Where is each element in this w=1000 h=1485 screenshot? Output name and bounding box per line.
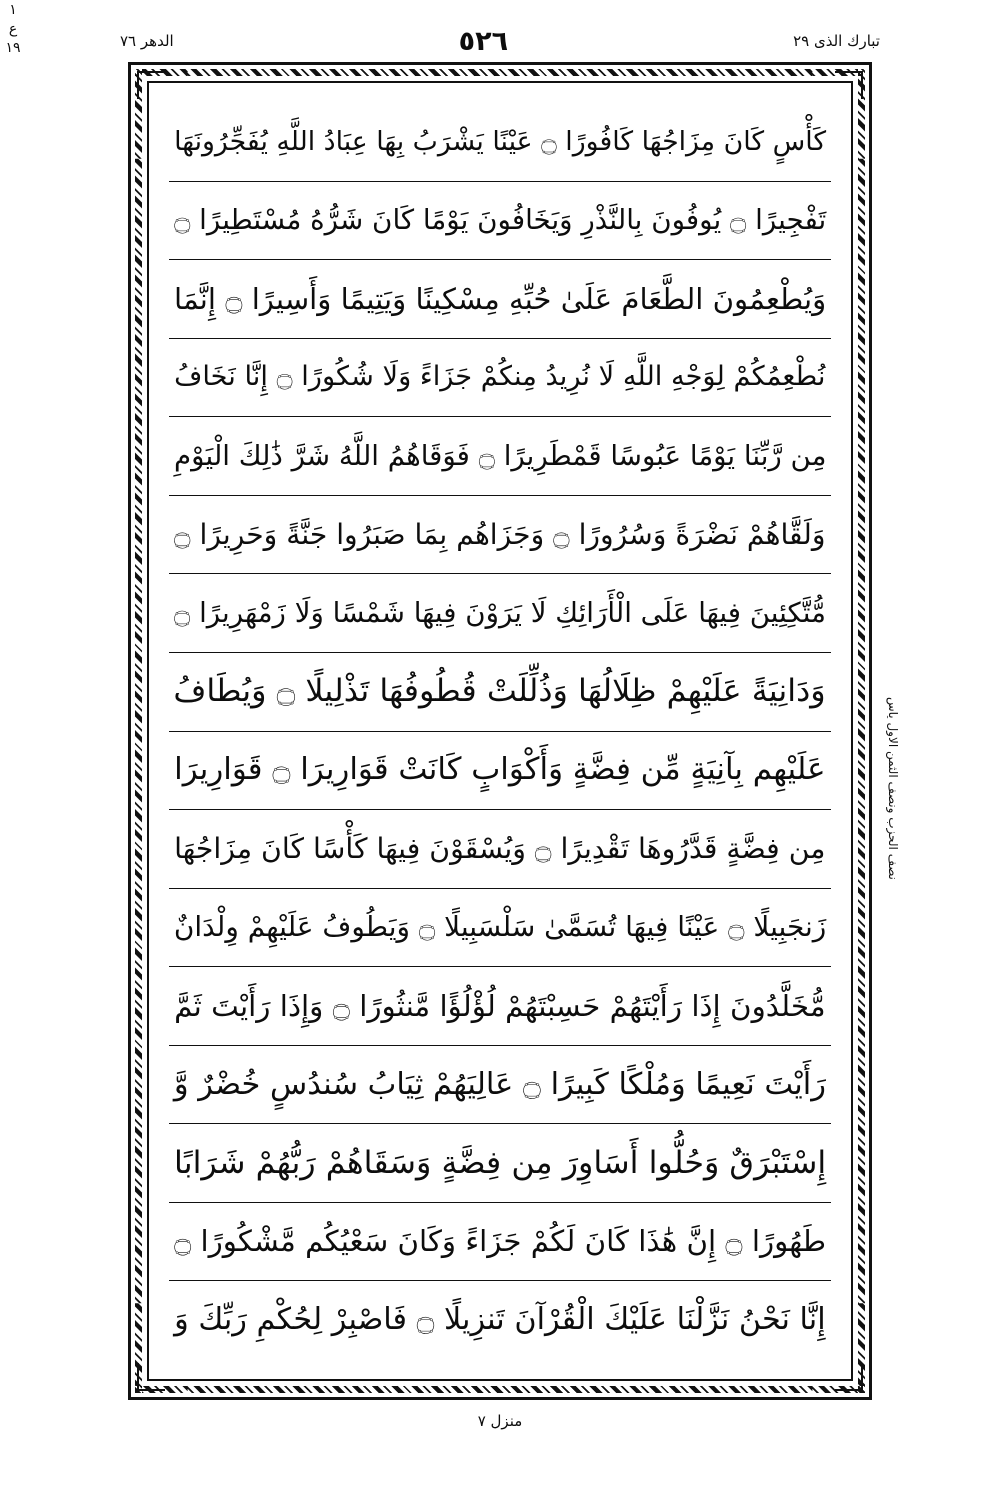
page-number: ٥٢٦ <box>458 25 509 57</box>
quran-line-text: كَأْسٍ كَانَ مِزَاجُهَا كَافُورًا ۝ عَيْنًا يَشْرَبُ بِهَا عِبَادُ اللَّهِ يُفَجِّرُونَهَا <box>173 125 827 157</box>
margin-mark-1: ١ <box>9 2 17 18</box>
quran-line-text: مُّتَّكِئِينَ فِيهَا عَلَى الْأَرَائِكِ لَا يَرَوْنَ فِيهَا شَمْسًا وَلَا زَمْهَرِيرًا ۝ <box>174 596 826 629</box>
quran-text-block <box>169 103 831 1359</box>
quran-line-text: إِسْتَبْرَقٌ وَحُلُّوا أَسَاوِرَ مِن فِضَّةٍ وَسَقَاهُمْ رَبُّهُمْ شَرَابًا <box>173 1144 827 1181</box>
quran-line <box>169 889 831 968</box>
quran-line <box>169 810 831 889</box>
quran-line <box>169 339 831 418</box>
page-footer: منزل ٧ <box>477 1412 523 1430</box>
page-border-frame <box>128 62 872 1400</box>
quran-line <box>169 732 831 811</box>
margin-note-vertical: نصف الحزب ونصف الثمن الاول ياس <box>886 697 900 880</box>
quran-line-text: مِن فِضَّةٍ قَدَّرُوهَا تَقْدِيرًا ۝ وَيُسْقَوْنَ فِيهَا كَأْسًا كَانَ مِزَاجُهَا <box>174 832 826 866</box>
quran-line <box>169 1281 831 1359</box>
quran-line-text: عَلَيْهِم بِآنِيَةٍ مِّن فِضَّةٍ وَأَكْوَابٍ كَانَتْ قَوَارِيرَا ۝ قَوَارِيرَا <box>174 752 826 788</box>
quran-line <box>169 260 831 339</box>
quran-line <box>169 653 831 732</box>
page-header <box>120 24 880 58</box>
quran-line <box>169 1046 831 1125</box>
quran-line <box>169 967 831 1046</box>
header-surah-name-left: الدهر ٧٦ <box>120 31 174 50</box>
text-frame-inner <box>147 81 853 1381</box>
header-surah-juz-right: تبارك الذى ٢٩ <box>793 31 880 50</box>
quran-line-text: رَأَيْتَ نَعِيمًا وَمُلْكًا كَبِيرًا ۝ عَالِيَهُمْ ثِيَابُ سُندُسٍ خُضْرٌ وَّ <box>173 1066 827 1102</box>
quran-line <box>169 1203 831 1282</box>
quran-line <box>169 182 831 261</box>
quran-line-text: زَنجَبِيلًا ۝ عَيْنًا فِيهَا تُسَمَّىٰ سَلْسَبِيلًا ۝ وَيَطُوفُ عَلَيْهِمْ وِلْدَانٌ <box>173 910 827 943</box>
quran-line-text: وَلَقَّاهُمْ نَضْرَةً وَسُرُورًا ۝ وَجَزَاهُم بِمَا صَبَرُوا جَنَّةً وَحَرِيرًا ۝ <box>174 517 826 551</box>
margin-mark-2: ع <box>8 21 18 38</box>
quran-line-text: إِنَّا نَحْنُ نَزَّلْنَا عَلَيْكَ الْقُرْآنَ تَنزِيلًا ۝ فَاصْبِرْ لِحُكْمِ رَبِّكَ وَ <box>174 1302 826 1338</box>
quran-line-text: تَفْجِيرًا ۝ يُوفُونَ بِالنَّذْرِ وَيَخَافُونَ يَوْمًا كَانَ شَرُّهُ مُسْتَطِيرًا ۝ <box>173 203 827 236</box>
margin-note-marks <box>0 1 26 58</box>
quran-line <box>169 1124 831 1203</box>
quran-line <box>169 496 831 575</box>
quran-line <box>169 103 831 182</box>
quran-line <box>169 417 831 496</box>
margin-mark-3: ١٩ <box>5 40 21 57</box>
quran-line-text: مُّخَلَّدُونَ إِذَا رَأَيْتَهُمْ حَسِبْتَهُمْ لُؤْلُؤًا مَّنثُورًا ۝ وَإِذَا رَأَيْتَ ثَمَّ <box>174 988 826 1023</box>
quran-line-text: مِن رَّبِّنَا يَوْمًا عَبُوسًا قَمْطَرِيرًا ۝ فَوَقَاهُمُ اللَّهُ شَرَّ ذَٰلِكَ الْيَوْمِ <box>173 439 827 472</box>
quran-line-text: نُطْعِمُكُمْ لِوَجْهِ اللَّهِ لَا نُرِيدُ مِنكُمْ جَزَاءً وَلَا شُكُورًا ۝ إِنَّا نَخَافُ <box>174 361 826 393</box>
quran-line-text: وَيُطْعِمُونَ الطَّعَامَ عَلَىٰ حُبِّهِ مِسْكِينًا وَيَتِيمًا وَأَسِيرًا ۝ إِنَّمَا <box>173 281 827 316</box>
quran-line-text: طَهُورًا ۝ إِنَّ هَٰذَا كَانَ لَكُمْ جَزَاءً وَكَانَ سَعْيُكُم مَّشْكُورًا ۝ <box>174 1224 826 1259</box>
quran-line-text: وَدَانِيَةً عَلَيْهِمْ ظِلَالُهَا وَذُلِّلَتْ قُطُوفُهَا تَذْلِيلًا ۝ وَيُطَافُ <box>173 673 827 710</box>
quran-line <box>169 574 831 653</box>
